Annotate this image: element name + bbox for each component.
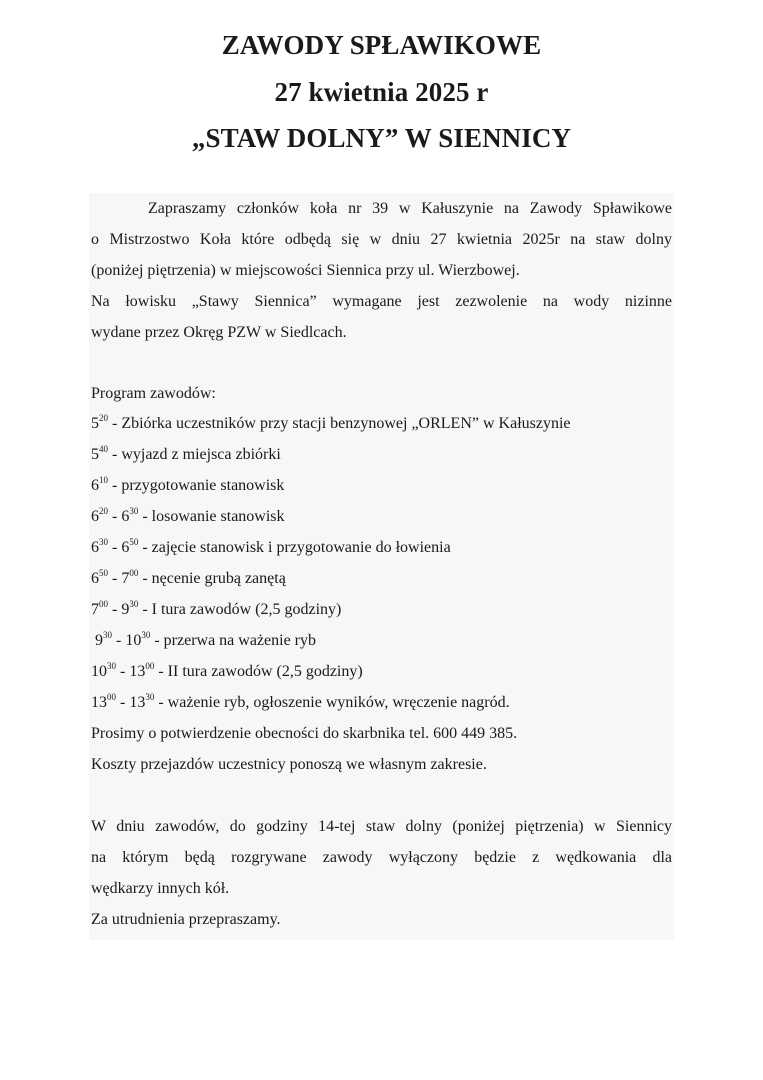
program-item-minutes-start: 30	[103, 630, 112, 640]
notice-line-1: W dniu zawodów, do godziny 14-tej staw dolny (poniżej piętrzenia) w Siennicy	[91, 818, 672, 835]
program-item-hour-start: 5	[91, 446, 99, 463]
program-item-hour-start: 6	[91, 539, 99, 556]
program-item-hour-end: 6	[121, 508, 130, 525]
program-item-range-dash: -	[108, 508, 122, 525]
program-item-minutes-end: 30	[129, 506, 139, 516]
program-item-text: - zajęcie stanowisk i przygotowanie do łowienia	[138, 539, 451, 556]
program-item-minutes-end: 30	[141, 630, 151, 640]
program-item-hour-end: 13	[129, 663, 146, 680]
program-item-minutes-start: 30	[99, 537, 108, 547]
program-item-hour-start: 13	[91, 694, 107, 711]
program-item-hour-start: 7	[91, 601, 99, 618]
program-item	[91, 663, 672, 681]
program-item-hour-end: 6	[121, 539, 130, 556]
program-item-minutes-start: 20	[99, 506, 108, 516]
notice-line-4: Za utrudnienia przepraszamy.	[91, 911, 281, 928]
program-costs: Koszty przejazdów uczestnicy ponoszą we własnym zakresie.	[91, 756, 487, 773]
program-item-minutes-start: 50	[99, 568, 108, 578]
program-item-hour-start: 9	[95, 632, 103, 649]
intro-line-4: Na łowisku „Stawy Siennica” wymagane jest zezwolenie na wody nizinne	[91, 293, 672, 310]
document-header	[0, 32, 763, 152]
program-item-hour-end: 9	[121, 601, 130, 618]
program-item-minutes-end: 00	[145, 661, 155, 671]
title-date: 27 kwietnia 2025 r	[274, 77, 489, 107]
notice-line-3: wędkarzy innych kół.	[91, 880, 230, 897]
program-item-hour-start: 10	[91, 663, 107, 680]
program-item-minutes-start: 00	[99, 599, 108, 609]
program-heading: Program zawodów:	[91, 385, 216, 402]
program-item-hour-end: 10	[125, 632, 142, 649]
program-item-minutes-start: 20	[99, 413, 108, 423]
program-item	[91, 477, 672, 495]
program-item-hour-start: 6	[91, 570, 99, 587]
program-item	[91, 694, 672, 712]
program-item-hour-start: 5	[91, 415, 99, 432]
program-item-minutes-end: 50	[129, 537, 139, 547]
program-item-minutes-start: 40	[99, 444, 108, 454]
program-item	[91, 601, 672, 619]
intro-line-2: o Mistrzostwo Koła które odbędą się w dniu 27 kwietnia 2025r na staw dolny	[91, 231, 672, 248]
intro-line-5: wydane przez Okręg PZW w Siedlcach.	[91, 324, 347, 341]
program-item-minutes-start: 00	[107, 692, 116, 702]
program-item-minutes-end: 00	[129, 568, 139, 578]
program-item-text: - losowanie stanowisk	[138, 508, 285, 525]
intro-line-1: Zapraszamy członków koła nr 39 w Kałuszynie na Zawody Spławikowe	[148, 200, 672, 217]
program-item-minutes-end: 30	[145, 692, 155, 702]
program-item-range-dash: -	[108, 570, 122, 587]
program-item	[91, 570, 672, 588]
program-item-range-dash: -	[108, 601, 122, 618]
program-item-range-dash: -	[116, 694, 130, 711]
notice-line-2: na którym będą rozgrywane zawody wyłączony będzie z wędkowania dla	[91, 849, 672, 866]
program-item-text: - II tura zawodów (2,5 godziny)	[154, 663, 363, 680]
program-item-text: - ważenie ryb, ogłoszenie wyników, wręczenie nagród.	[154, 694, 510, 711]
program-item-minutes-start: 30	[107, 661, 116, 671]
program-item-text: - przerwa na ważenie ryb	[150, 632, 317, 649]
title-competition: ZAWODY SPŁAWIKOWE	[221, 30, 542, 60]
program-item-hour-end: 7	[121, 570, 130, 587]
program-item-text: - I tura zawodów (2,5 godziny)	[138, 601, 342, 618]
program-item-range-dash: -	[116, 663, 130, 680]
program-item-text: - nęcenie grubą zanętą	[138, 570, 286, 587]
program-item-text: - wyjazd z miejsca zbiórki	[108, 446, 281, 463]
program-item-hour-start: 6	[91, 477, 99, 494]
program-item	[95, 632, 676, 650]
program-item-range-dash: -	[108, 539, 122, 556]
program-item-hour-start: 6	[91, 508, 99, 525]
program-item-text: - Zbiórka uczestników przy stacji benzynowej „ORLEN” w Kałuszynie	[108, 415, 571, 432]
program-item-range-dash: -	[112, 632, 126, 649]
program-item-hour-end: 13	[129, 694, 146, 711]
program-item	[91, 508, 672, 526]
program-item-minutes-start: 10	[99, 475, 108, 485]
program-item	[91, 539, 672, 557]
program-item-minutes-end: 30	[129, 599, 139, 609]
program-item	[91, 446, 672, 464]
program-item	[91, 415, 672, 433]
program-item-text: - przygotowanie stanowisk	[108, 477, 285, 494]
program-confirm: Prosimy o potwierdzenie obecności do skarbnika tel. 600 449 385.	[91, 725, 518, 742]
title-location: „STAW DOLNY” W SIENNICY	[191, 123, 572, 153]
intro-line-3: (poniżej piętrzenia) w miejscowości Siennica przy ul. Wierzbowej.	[91, 262, 520, 279]
